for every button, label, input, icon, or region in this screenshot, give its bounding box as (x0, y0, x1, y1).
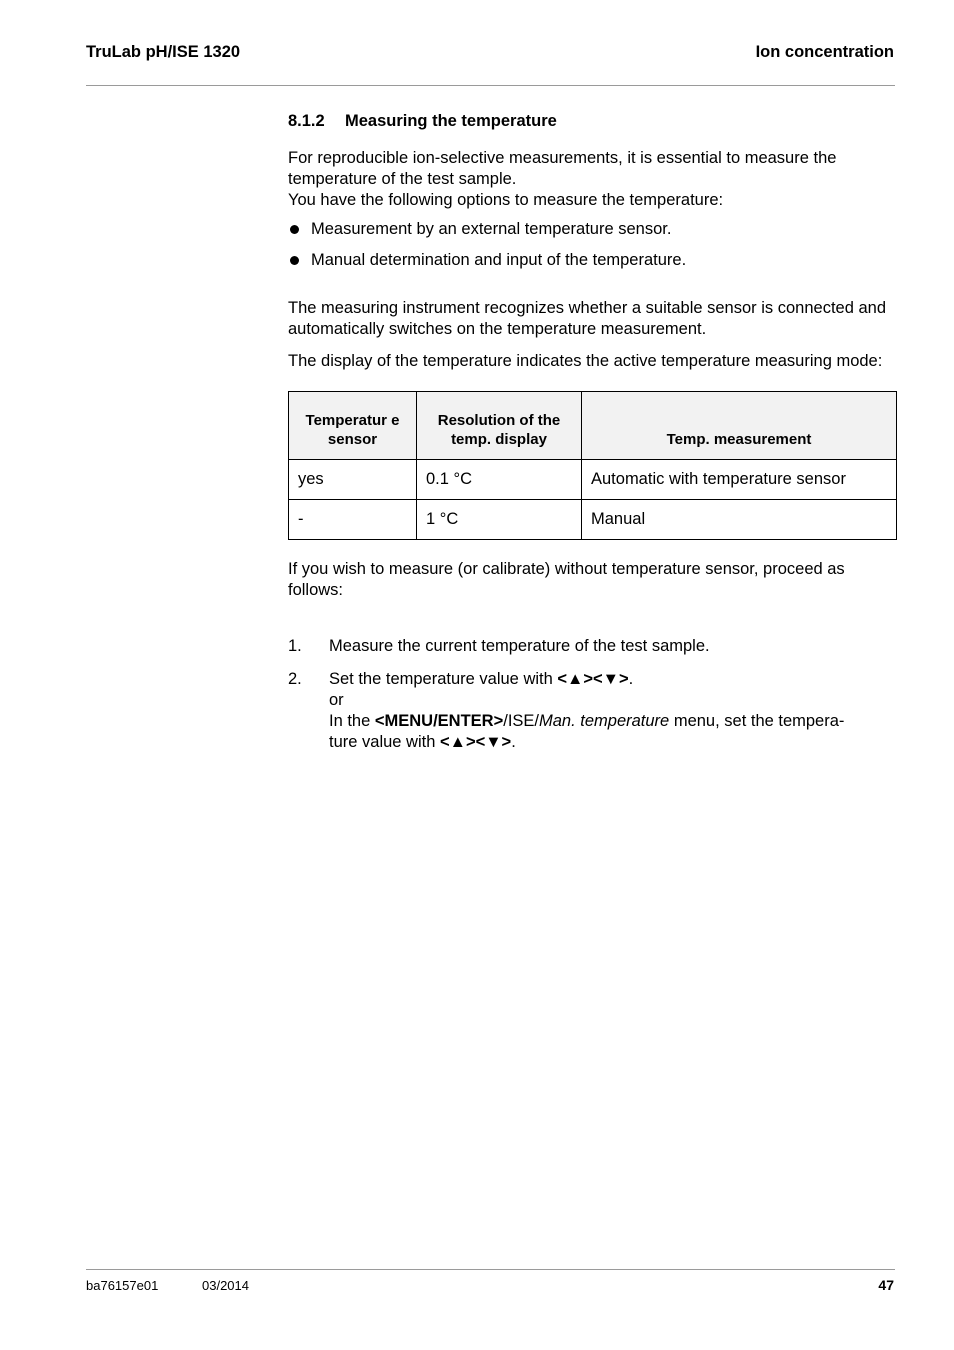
section-number: 8.1.2 (288, 112, 325, 130)
table-cell: yes (289, 460, 417, 500)
bullet-icon (290, 225, 299, 234)
menu-key: <MENU/ENTER> (374, 712, 504, 730)
table-cell: - (289, 500, 417, 540)
intro-paragraph-2: You have the following options to measure the temperature: (288, 191, 724, 209)
step-line: or (329, 691, 344, 709)
step-number: 1. (288, 637, 302, 655)
step-text: Measure the current temperature of the test sample. (329, 637, 710, 655)
recognize-paragraph: The measuring instrument recognizes whether a suitable sensor is connected and automatically switches on the temperature measurement. (288, 299, 886, 338)
header-divider (86, 85, 895, 86)
step-line: In the <MENU/ENTER>/ISE/Man. temperature menu, set the tempera- (329, 712, 845, 730)
bullet-icon (290, 256, 299, 265)
section-heading (288, 111, 898, 132)
table-row (289, 460, 897, 500)
page-content (288, 111, 898, 765)
list-item: Manual determination and input of the temperature. (288, 250, 898, 271)
display-paragraph: The display of the temperature indicates the active temperature measuring mode: (288, 352, 883, 370)
header-title: TruLab pH/ISE 1320 (86, 43, 241, 61)
table-cell: Automatic with temperature sensor (582, 460, 897, 500)
temperature-mode-table (288, 391, 897, 540)
footer-doc-id: ba76157e01 (86, 1278, 159, 1293)
step-line: Set the temperature value with <▲><▼>. (329, 670, 634, 688)
header-chapter: Ion concentration (755, 43, 894, 61)
step-number: 2. (288, 670, 302, 688)
section-title: Measuring the temperature (345, 112, 557, 130)
arrow-keys: <▲><▼> (439, 733, 512, 751)
procedure-steps (288, 636, 898, 753)
column-header: Temperatur e sensor (289, 392, 417, 460)
options-list (288, 219, 898, 271)
arrow-keys: <▲><▼> (557, 670, 629, 688)
table-cell: 1 °C (417, 500, 582, 540)
step-line: ture value with <▲><▼>. (329, 733, 516, 751)
footer-divider (86, 1269, 895, 1270)
intro-paragraph-1: For reproducible ion-selective measurements, it is essential to measure the temperature of the test sample. (288, 149, 837, 188)
page-number: 47 (878, 1277, 894, 1293)
column-header: Resolution of the temp. display (417, 392, 582, 460)
footer-date: 03/2014 (202, 1278, 249, 1293)
table-cell: Manual (582, 500, 897, 540)
list-item: Measurement by an external temperature sensor. (288, 219, 898, 240)
column-header: Temp. measurement (582, 392, 897, 460)
step-2 (288, 669, 898, 753)
without-sensor-paragraph: If you wish to measure (or calibrate) without temperature sensor, proceed as follows: (288, 560, 845, 599)
table-cell: 0.1 °C (417, 460, 582, 500)
menu-item: Man. temperature (539, 712, 670, 730)
table-row (289, 500, 897, 540)
table-header-row (289, 392, 897, 460)
step-1 (288, 636, 898, 657)
